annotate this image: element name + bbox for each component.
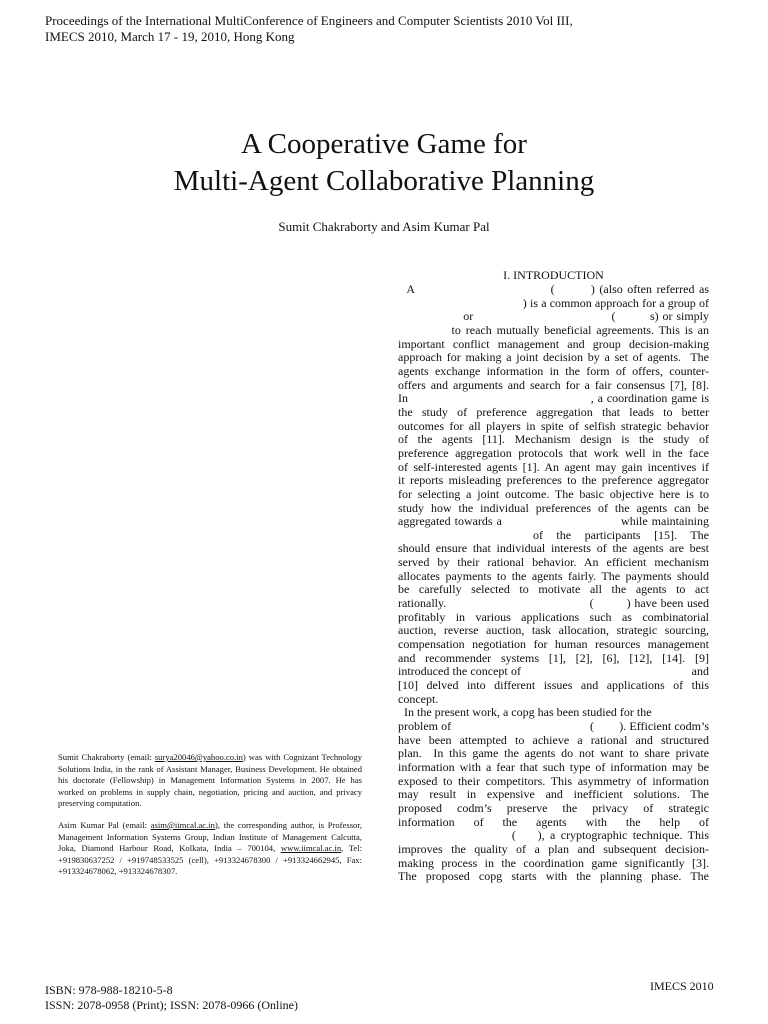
author-list: Sumit Chakraborty and Asim Kumar Pal: [278, 219, 490, 234]
body-text-line: concept.: [398, 691, 439, 706]
footer-issn: ISSN: 2078-0958 (Print); ISSN: 2078-0966 (Online): [45, 998, 298, 1012]
section-heading: I. INTRODUCTION: [503, 268, 604, 282]
body-text-line: preference aggregation protocols that work well in the face: [398, 445, 709, 460]
running-header: [45, 13, 725, 45]
footnote-author-1: [58, 752, 362, 810]
body-text-line: exposed to their competitors. This asymmetry of information: [398, 773, 709, 788]
body-text-line: the study of preference aggregation that leads to better: [398, 404, 709, 419]
body-text-line: information with a fear that such type of information may be: [398, 759, 709, 774]
body-text-line: A ( ) (also often referred as: [398, 282, 709, 296]
body-text-line: approach for making a joint decision by a set of agents. The: [398, 350, 709, 365]
body-text-line: auction, reverse auction, task allocation, strategic sourcing,: [398, 623, 709, 638]
title-line-2: Multi-Agent Collaborative Planning: [173, 165, 595, 197]
body-text-line: for selecting a joint outcome. The basic objective here is to: [398, 486, 709, 501]
footer-conference: IMECS 2010: [650, 979, 714, 993]
body-text-line: aggregated towards a while maintaining: [398, 514, 709, 529]
body-text-line: offers and arguments and search for a fair consensus [7], [8].: [398, 377, 709, 392]
footer-identifiers: [45, 983, 298, 1013]
body-text-line: important conflict management and group decision-making: [398, 336, 709, 351]
body-text-line: may result in expensive and inefficient solutions. The: [398, 787, 709, 802]
body-text-line: of the participants [15]. The: [398, 527, 709, 542]
body-text-line: plan. In this game the agents do not want to share private: [398, 746, 709, 761]
body-text-line: profitably in various applications such as combinatorial: [398, 609, 709, 624]
body-text-line: problem of ( ). Efficient codm’s: [398, 719, 709, 733]
author-footnotes: [58, 752, 362, 888]
body-text-line: should ensure that individual interests of the agents are best: [398, 541, 709, 556]
footnote-2-text-middle: ), the corresponding author, is Professor, Management Information Systems Group, Indian Institute of Management Calcutta, Joka, Diamond Harbour Road, Kolkata, India – 700104,: [58, 819, 363, 854]
body-text-line: compensation negotiation for human resources management: [398, 637, 709, 652]
footnote-2-email-link[interactable]: asim@iimcal.ac.in: [150, 819, 215, 830]
introduction-body: [398, 283, 709, 884]
body-text-line: have been attempted to achieve a rational and structured: [398, 732, 709, 747]
footnote-1-email-link[interactable]: surya20046@yahoo.co.in: [154, 752, 243, 762]
body-text-line: In the present work, a copg has been studied for the: [398, 705, 652, 720]
body-text-line: making process in the coordination game significantly [3].: [398, 855, 709, 870]
body-text-line: served by their rational behavior. An efficient mechanism: [398, 555, 709, 570]
footnote-1-text: Sumit Chakraborty (email:: [58, 752, 155, 762]
body-text-line: to reach mutually beneficial agreements. This is an: [398, 322, 709, 337]
body-text-line: proposed codm’s preserve the privacy of strategic: [398, 800, 709, 815]
title-line-1: A Cooperative Game for: [241, 128, 527, 160]
body-text-line: of the agents [11]. Mechanism design is the study of: [398, 432, 709, 447]
footnote-2-text: Asim Kumar Pal (email:: [58, 819, 151, 830]
footnote-2-text-rest: , Tel: +919830637252 / +919748533525 (cell), +913324678300 / +913324662945, Fax: +913324678062, +913324678307.: [58, 843, 362, 877]
body-text-line: In , a coordination game is: [398, 391, 709, 406]
body-text-line: introduced the concept of and: [398, 664, 709, 679]
body-text-line: study how the individual preferences of the agents can be: [398, 500, 709, 515]
body-text-line: be carefully selected to motivate all the agents to act: [398, 582, 709, 597]
body-text-line: information of the agents with the help of: [398, 814, 709, 829]
body-text-line: rationally. ( ) have been used: [398, 596, 709, 611]
body-text-line: allocates payments to the agents fairly. The payments should: [398, 568, 709, 583]
paper-title: [0, 126, 768, 200]
body-text-line: improves the quality of a plan and subsequent decision-: [398, 841, 709, 856]
body-text-line: it reports misleading preferences to the preference aggregator: [398, 473, 709, 488]
body-text-line: or ( s) or simply: [398, 309, 709, 324]
body-text-line: of self-interested agents [1]. An agent may gain incentives if: [398, 459, 709, 474]
header-line-1: Proceedings of the International MultiConference of Engineers and Computer Scientists 2010 Vol III,: [45, 13, 573, 28]
footnote-author-2: [58, 820, 362, 878]
body-text-line: [10] delved into different issues and applications of this: [398, 678, 709, 693]
body-text-line: agents exchange information in the form of offers, counter-: [398, 363, 709, 378]
body-text-line: The proposed copg starts with the planning phase. The: [398, 869, 709, 884]
body-text-line: ( ), a cryptographic technique. This: [398, 828, 709, 843]
footnote-1-text-rest: ) was with Cognizant Technology Solutions India, in the rank of Assistant Manager, Business Development. He obtained his doctorate (Fellowship) in Management Information Systems in 2007. He has worked on problems in supply chain, negotiation, pricing and auction, and privacy preserving computation.: [58, 752, 363, 809]
header-line-2: IMECS 2010, March 17 - 19, 2010, Hong Kong: [45, 29, 295, 44]
body-text-line: ) is a common approach for a group of: [398, 295, 709, 310]
footer-isbn: ISBN: 978-988-18210-5-8: [45, 983, 173, 997]
footnote-2-website-link[interactable]: www.iimcal.ac.in: [280, 843, 342, 854]
body-text-line: outcomes for all players in spite of selfish strategic behavior: [398, 418, 709, 433]
body-text-line: and recommender systems [1], [2], [6], [12], [14]. [9]: [398, 650, 709, 665]
